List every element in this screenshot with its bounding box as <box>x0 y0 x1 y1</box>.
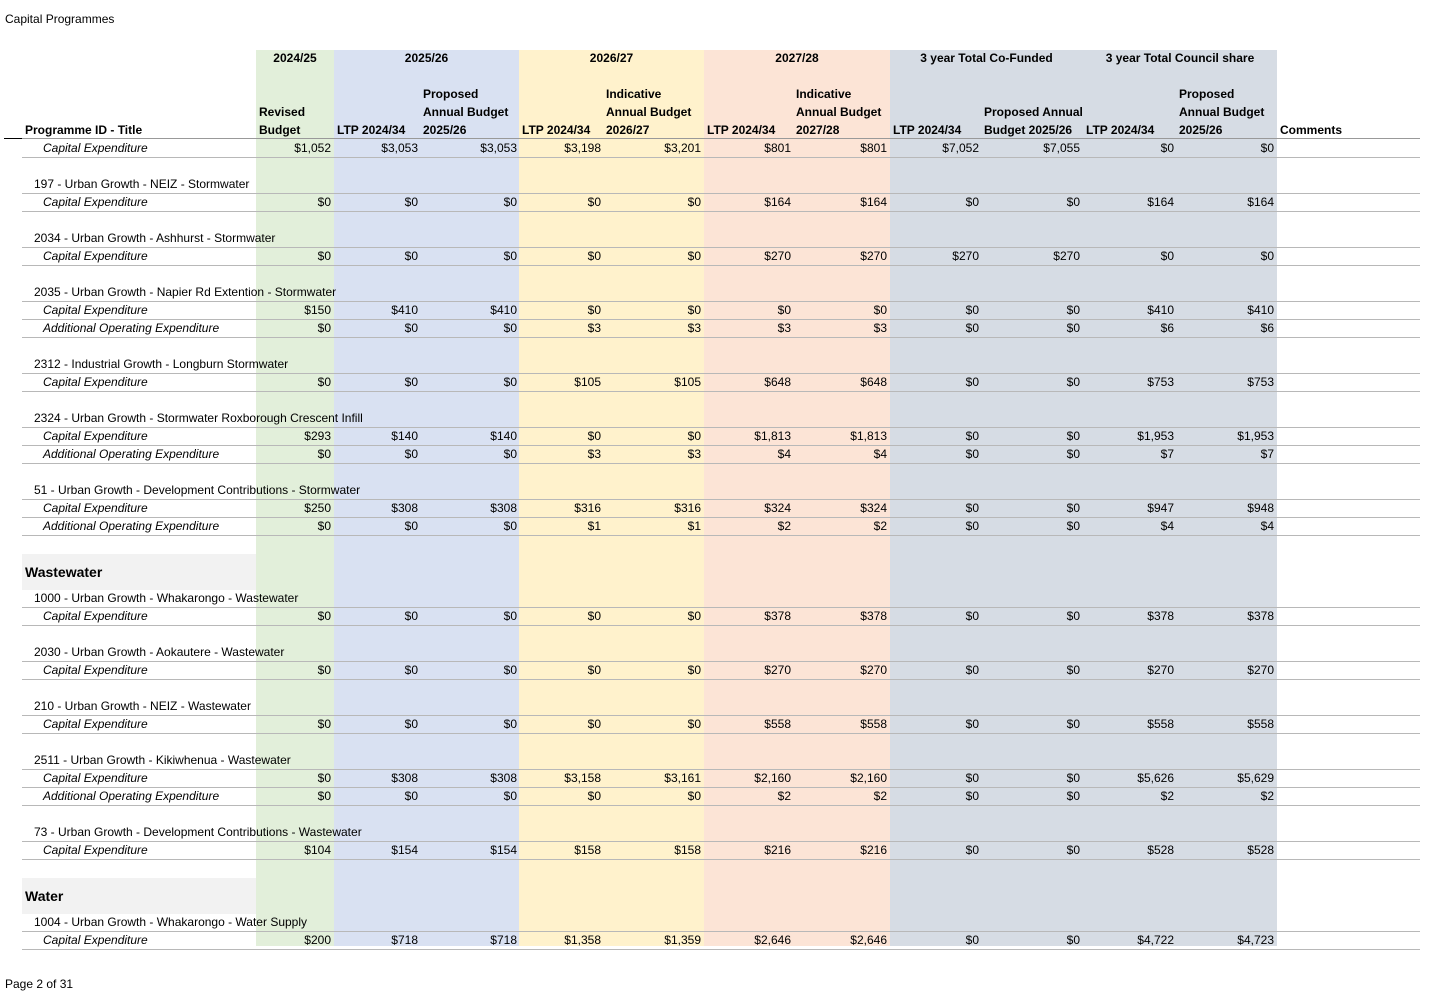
value-cell: $0 <box>687 195 701 209</box>
value-cell: $410 <box>490 303 517 317</box>
col-header-indicative-2027: Indicative Annual Budget 2027/28 <box>796 87 882 137</box>
value-cell: $3 <box>873 321 887 335</box>
value-cell: $0 <box>503 321 517 335</box>
value-cell: $558 <box>1247 717 1274 731</box>
row-label: Additional Operating Expenditure <box>43 519 220 533</box>
value-cell: $0 <box>1066 609 1080 623</box>
value-cell: $1,813 <box>754 429 791 443</box>
value-cell: $2,646 <box>850 933 887 947</box>
value-cell: $216 <box>860 843 887 857</box>
value-cell: $0 <box>503 789 517 803</box>
value-cell: $1,813 <box>850 429 887 443</box>
value-cell: $3,158 <box>564 771 601 785</box>
value-cell: $293 <box>304 429 331 443</box>
value-cell: $4 <box>1160 519 1174 533</box>
value-cell: $718 <box>391 933 418 947</box>
value-cell: $0 <box>317 663 331 677</box>
programme-title: 73 - Urban Growth - Development Contributions - Wastewater <box>34 825 362 839</box>
value-cell: $4 <box>777 447 791 461</box>
row-rule <box>22 949 1420 950</box>
value-cell: $947 <box>1147 501 1174 515</box>
value-cell: $164 <box>1147 195 1174 209</box>
value-cell: $316 <box>674 501 701 515</box>
row-label: Additional Operating Expenditure <box>43 789 220 803</box>
col-header-ltp-2027: LTP 2024/34 <box>707 123 776 137</box>
value-cell: $0 <box>777 303 791 317</box>
band-2026 <box>519 50 704 946</box>
row-rule <box>22 427 1420 428</box>
value-cell: $0 <box>404 789 418 803</box>
col-header-proposed-council: Proposed Annual Budget 2025/26 <box>1179 87 1265 137</box>
value-cell: $0 <box>503 519 517 533</box>
row-rule <box>22 625 1420 626</box>
value-cell: $2,646 <box>754 933 791 947</box>
row-label: Capital Expenditure <box>43 609 148 623</box>
value-cell: $2,160 <box>850 771 887 785</box>
value-cell: $0 <box>404 663 418 677</box>
row-label: Capital Expenditure <box>43 429 148 443</box>
value-cell: $2 <box>873 789 887 803</box>
col-header-ltp-2026: LTP 2024/34 <box>522 123 591 137</box>
value-cell: $378 <box>1247 609 1274 623</box>
year-header-2027: 2027/28 <box>775 51 819 65</box>
row-label: Capital Expenditure <box>43 771 148 785</box>
row-label: Additional Operating Expenditure <box>43 447 220 461</box>
row-rule <box>22 715 1420 716</box>
value-cell: $3,201 <box>664 141 701 155</box>
value-cell: $0 <box>1066 429 1080 443</box>
value-cell: $3 <box>687 447 701 461</box>
value-cell: $0 <box>687 663 701 677</box>
value-cell: $0 <box>1160 249 1174 263</box>
value-cell: $2 <box>873 519 887 533</box>
programme-title: 2511 - Urban Growth - Kikiwhenua - Wastewater <box>34 753 291 767</box>
value-cell: $164 <box>764 195 791 209</box>
row-label: Capital Expenditure <box>43 933 148 947</box>
value-cell: $378 <box>860 609 887 623</box>
value-cell: $164 <box>860 195 887 209</box>
value-cell: $0 <box>1066 195 1080 209</box>
row-label: Capital Expenditure <box>43 375 148 389</box>
value-cell: $308 <box>490 771 517 785</box>
value-cell: $2 <box>777 519 791 533</box>
row-rule <box>22 337 1420 338</box>
value-cell: $7 <box>1160 447 1174 461</box>
row-rule <box>22 769 1420 770</box>
row-label: Capital Expenditure <box>43 249 148 263</box>
row-label: Capital Expenditure <box>43 195 148 209</box>
value-cell: $801 <box>860 141 887 155</box>
row-label: Capital Expenditure <box>43 843 148 857</box>
value-cell: $0 <box>404 375 418 389</box>
value-cell: $0 <box>317 771 331 785</box>
value-cell: $0 <box>404 519 418 533</box>
value-cell: $0 <box>1066 771 1080 785</box>
section-header: Water <box>25 888 64 904</box>
value-cell: $0 <box>317 609 331 623</box>
year-header-cofunded: 3 year Total Co-Funded <box>920 51 1053 65</box>
programme-title: 2030 - Urban Growth - Aokautere - Wastewater <box>34 645 285 659</box>
programme-title: 2035 - Urban Growth - Napier Rd Extention - Stormwater <box>34 285 337 299</box>
value-cell: $753 <box>1247 375 1274 389</box>
row-rule <box>22 193 1420 194</box>
value-cell: $216 <box>764 843 791 857</box>
value-cell: $0 <box>587 663 601 677</box>
value-cell: $0 <box>404 609 418 623</box>
row-label: Capital Expenditure <box>43 663 148 677</box>
value-cell: $0 <box>317 321 331 335</box>
band-2024 <box>256 50 334 946</box>
value-cell: $378 <box>1147 609 1174 623</box>
row-rule <box>22 499 1420 500</box>
value-cell: $0 <box>503 717 517 731</box>
row-rule <box>22 733 1420 734</box>
header-rule <box>22 138 1420 139</box>
value-cell: $0 <box>965 519 979 533</box>
value-cell: $1 <box>587 519 601 533</box>
value-cell: $718 <box>490 933 517 947</box>
programme-title: 2324 - Urban Growth - Stormwater Roxborough Crescent Infill <box>34 411 363 425</box>
value-cell: $0 <box>404 249 418 263</box>
value-cell: $5,629 <box>1237 771 1274 785</box>
value-cell: $270 <box>1247 663 1274 677</box>
col-header-revised-budget: Revised Budget <box>259 105 306 137</box>
value-cell: $140 <box>391 429 418 443</box>
row-label: Capital Expenditure <box>43 303 148 317</box>
value-cell: $3,161 <box>664 771 701 785</box>
programme-title: 1000 - Urban Growth - Whakarongo - Wastewater <box>34 591 299 605</box>
value-cell: $0 <box>587 303 601 317</box>
value-cell: $0 <box>404 717 418 731</box>
year-header-2026: 2026/27 <box>589 51 634 65</box>
value-cell: $1,953 <box>1237 429 1274 443</box>
value-cell: $0 <box>687 303 701 317</box>
value-cell: $154 <box>490 843 517 857</box>
value-cell: $0 <box>317 195 331 209</box>
value-cell: $410 <box>1147 303 1174 317</box>
row-rule <box>22 373 1420 374</box>
value-cell: $0 <box>687 609 701 623</box>
value-cell: $0 <box>1066 843 1080 857</box>
value-cell: $270 <box>1053 249 1080 263</box>
value-cell: $801 <box>764 141 791 155</box>
value-cell: $0 <box>503 609 517 623</box>
row-rule <box>22 265 1420 266</box>
value-cell: $0 <box>503 663 517 677</box>
value-cell: $270 <box>860 249 887 263</box>
value-cell: $558 <box>1147 717 1174 731</box>
value-cell: $0 <box>1066 789 1080 803</box>
row-label: Capital Expenditure <box>43 717 148 731</box>
value-cell: $4 <box>873 447 887 461</box>
row-rule <box>22 661 1420 662</box>
value-cell: $7,052 <box>942 141 979 155</box>
value-cell: $7 <box>1260 447 1274 461</box>
value-cell: $0 <box>965 843 979 857</box>
col-header-comments: Comments <box>1280 123 1343 137</box>
row-rule <box>22 787 1420 788</box>
value-cell: $0 <box>587 195 601 209</box>
value-cell: $0 <box>503 195 517 209</box>
value-cell: $0 <box>1066 447 1080 461</box>
row-rule <box>22 679 1420 680</box>
value-cell: $4,723 <box>1237 933 1274 947</box>
value-cell: $0 <box>1260 249 1274 263</box>
value-cell: $0 <box>687 249 701 263</box>
value-cell: $0 <box>1066 303 1080 317</box>
value-cell: $0 <box>587 609 601 623</box>
value-cell: $0 <box>404 447 418 461</box>
value-cell: $410 <box>391 303 418 317</box>
value-cell: $0 <box>404 195 418 209</box>
value-cell: $0 <box>317 519 331 533</box>
row-rule <box>22 247 1420 248</box>
value-cell: $164 <box>1247 195 1274 209</box>
value-cell: $0 <box>965 447 979 461</box>
value-cell: $0 <box>965 663 979 677</box>
value-cell: $3,198 <box>564 141 601 155</box>
value-cell: $1 <box>687 519 701 533</box>
value-cell: $0 <box>965 933 979 947</box>
value-cell: $2 <box>1260 789 1274 803</box>
value-cell: $2,160 <box>754 771 791 785</box>
value-cell: $0 <box>1260 141 1274 155</box>
col-header-title: Programme ID - Title <box>25 123 143 137</box>
value-cell: $308 <box>391 771 418 785</box>
value-cell: $2 <box>777 789 791 803</box>
value-cell: $648 <box>764 375 791 389</box>
row-rule <box>22 391 1420 392</box>
row-rule <box>22 841 1420 842</box>
value-cell: $0 <box>317 447 331 461</box>
value-cell: $0 <box>587 429 601 443</box>
value-cell: $0 <box>965 789 979 803</box>
value-cell: $0 <box>1066 321 1080 335</box>
row-rule <box>22 517 1420 518</box>
row-rule <box>22 445 1420 446</box>
value-cell: $0 <box>317 375 331 389</box>
col-header-indicative-2026: Indicative Annual Budget 2026/27 <box>606 87 692 137</box>
value-cell: $0 <box>503 249 517 263</box>
value-cell: $7,055 <box>1043 141 1080 155</box>
value-cell: $0 <box>317 249 331 263</box>
value-cell: $0 <box>965 375 979 389</box>
programme-title: 197 - Urban Growth - NEIZ - Stormwater <box>34 177 250 191</box>
value-cell: $0 <box>1066 663 1080 677</box>
value-cell: $0 <box>965 717 979 731</box>
value-cell: $528 <box>1247 843 1274 857</box>
row-rule <box>22 931 1420 932</box>
value-cell: $140 <box>490 429 517 443</box>
value-cell: $6 <box>1160 321 1174 335</box>
row-rule <box>22 535 1420 536</box>
col-header-proposed-cofunded: Proposed Annual Budget 2025/26 <box>984 105 1083 137</box>
row-rule <box>22 319 1420 320</box>
value-cell: $308 <box>490 501 517 515</box>
value-cell: $0 <box>1066 717 1080 731</box>
row-rule <box>22 607 1420 608</box>
value-cell: $0 <box>587 717 601 731</box>
value-cell: $270 <box>952 249 979 263</box>
row-rule <box>22 463 1420 464</box>
value-cell: $3,053 <box>480 141 517 155</box>
value-cell: $105 <box>674 375 701 389</box>
value-cell: $200 <box>304 933 331 947</box>
programme-title: 2312 - Industrial Growth - Longburn Stormwater <box>34 357 289 371</box>
value-cell: $250 <box>304 501 331 515</box>
row-label: Additional Operating Expenditure <box>43 321 220 335</box>
document-title: Capital Programmes <box>5 12 115 26</box>
row-rule <box>22 859 1420 860</box>
value-cell: $4 <box>1260 519 1274 533</box>
value-cell: $3 <box>687 321 701 335</box>
value-cell: $753 <box>1147 375 1174 389</box>
value-cell: $158 <box>574 843 601 857</box>
value-cell: $104 <box>304 843 331 857</box>
value-cell: $0 <box>687 429 701 443</box>
value-cell: $105 <box>574 375 601 389</box>
value-cell: $0 <box>317 789 331 803</box>
value-cell: $5,626 <box>1137 771 1174 785</box>
value-cell: $3 <box>587 321 601 335</box>
value-cell: $0 <box>687 789 701 803</box>
value-cell: $648 <box>860 375 887 389</box>
col-header-proposed-2025: Proposed Annual Budget 2025/26 <box>423 87 509 137</box>
value-cell: $0 <box>1066 375 1080 389</box>
value-cell: $1,052 <box>294 141 331 155</box>
value-cell: $150 <box>304 303 331 317</box>
value-cell: $0 <box>873 303 887 317</box>
value-cell: $0 <box>687 717 701 731</box>
value-cell: $270 <box>764 663 791 677</box>
value-cell: $948 <box>1247 501 1274 515</box>
value-cell: $6 <box>1260 321 1274 335</box>
value-cell: $158 <box>674 843 701 857</box>
value-cell: $1,358 <box>564 933 601 947</box>
value-cell: $558 <box>860 717 887 731</box>
section-header: Wastewater <box>25 564 103 580</box>
value-cell: $1,359 <box>664 933 701 947</box>
value-cell: $1,953 <box>1137 429 1174 443</box>
value-cell: $0 <box>317 717 331 731</box>
value-cell: $0 <box>1160 141 1174 155</box>
value-cell: $0 <box>965 195 979 209</box>
value-cell: $0 <box>965 771 979 785</box>
value-cell: $0 <box>503 375 517 389</box>
value-cell: $0 <box>965 501 979 515</box>
year-header-2025: 2025/26 <box>404 51 449 65</box>
value-cell: $0 <box>965 429 979 443</box>
value-cell: $378 <box>764 609 791 623</box>
value-cell: $270 <box>1147 663 1174 677</box>
row-rule <box>22 805 1420 806</box>
value-cell: $0 <box>1066 501 1080 515</box>
page-footer: Page 2 of 31 <box>5 977 74 991</box>
value-cell: $0 <box>503 447 517 461</box>
col-header-ltp-2025: LTP 2024/34 <box>337 123 406 137</box>
value-cell: $0 <box>965 609 979 623</box>
band-2025 <box>334 50 519 946</box>
value-cell: $324 <box>860 501 887 515</box>
row-rule <box>22 157 1420 158</box>
value-cell: $0 <box>404 321 418 335</box>
header-marker <box>4 138 22 139</box>
programme-title: 210 - Urban Growth - NEIZ - Wastewater <box>34 699 251 713</box>
row-label: Capital Expenditure <box>43 501 148 515</box>
year-header-2024: 2024/25 <box>273 51 317 65</box>
row-rule <box>22 301 1420 302</box>
value-cell: $410 <box>1247 303 1274 317</box>
col-header-ltp-cofunded: LTP 2024/34 <box>893 123 962 137</box>
value-cell: $0 <box>1066 933 1080 947</box>
value-cell: $0 <box>965 303 979 317</box>
value-cell: $0 <box>587 249 601 263</box>
row-label: Capital Expenditure <box>43 141 148 155</box>
value-cell: $0 <box>1066 519 1080 533</box>
band-2027 <box>704 50 890 946</box>
value-cell: $270 <box>764 249 791 263</box>
value-cell: $316 <box>574 501 601 515</box>
value-cell: $3 <box>777 321 791 335</box>
year-header-council-share: 3 year Total Council share <box>1105 51 1255 65</box>
value-cell: $0 <box>587 789 601 803</box>
value-cell: $2 <box>1160 789 1174 803</box>
programme-title: 1004 - Urban Growth - Whakarongo - Water Supply <box>34 915 308 929</box>
value-cell: $154 <box>391 843 418 857</box>
programme-title: 2034 - Urban Growth - Ashhurst - Stormwater <box>34 231 276 245</box>
col-header-ltp-council: LTP 2024/34 <box>1086 123 1155 137</box>
value-cell: $3 <box>587 447 601 461</box>
value-cell: $270 <box>860 663 887 677</box>
row-rule <box>22 211 1420 212</box>
value-cell: $324 <box>764 501 791 515</box>
band-totals <box>890 50 1277 946</box>
value-cell: $558 <box>764 717 791 731</box>
value-cell: $308 <box>391 501 418 515</box>
value-cell: $0 <box>965 321 979 335</box>
programme-title: 51 - Urban Growth - Development Contributions - Stormwater <box>34 483 361 497</box>
value-cell: $4,722 <box>1137 933 1174 947</box>
value-cell: $528 <box>1147 843 1174 857</box>
value-cell: $3,053 <box>381 141 418 155</box>
